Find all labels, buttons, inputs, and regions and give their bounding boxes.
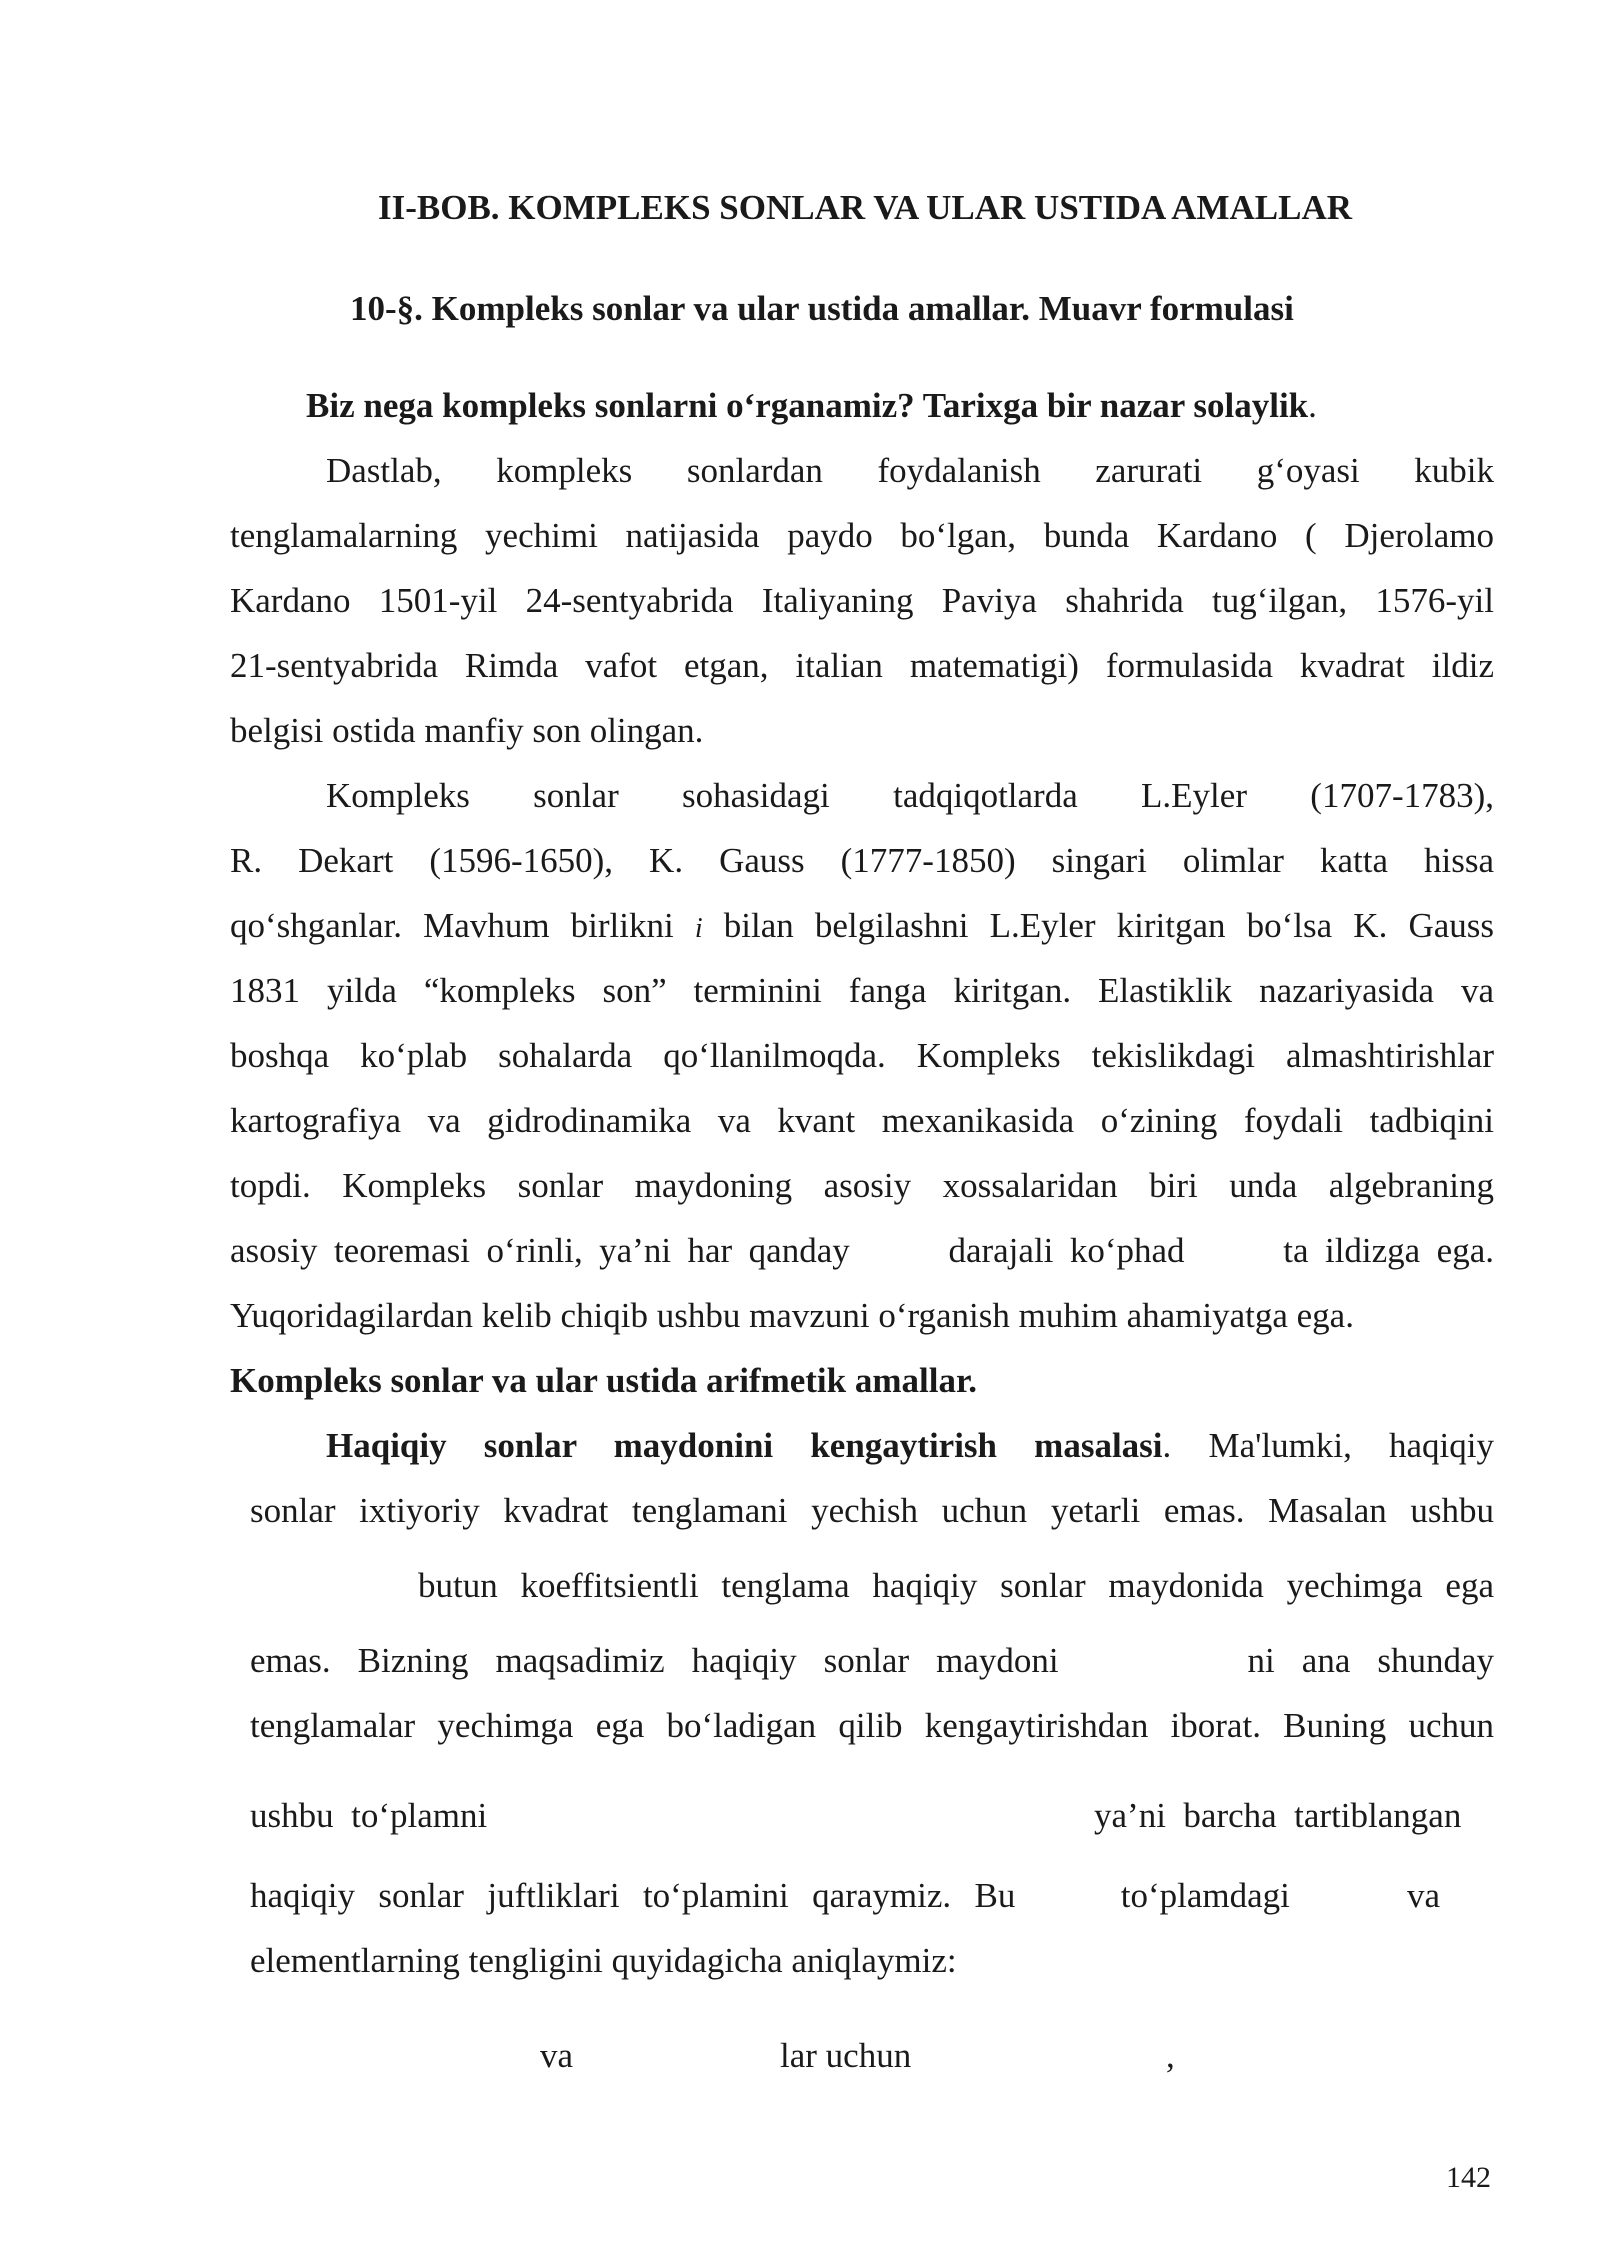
chapter-title: II-BOB. KOMPLEKS SONLAR VA ULAR USTIDA AMALLAR <box>378 188 1353 227</box>
paragraph1-line: belgisi ostida manfiy son olingan. <box>230 711 704 750</box>
paragraph2-line <box>230 904 1494 951</box>
paragraph3-line: ya’ni barcha tartiblangan <box>1094 1796 1462 1835</box>
paragraph3-line <box>326 1424 1494 1468</box>
paragraph1-line: Dastlab, kompleks sonlardan foydalanish zarurati g‘oyasi kubik <box>326 451 1494 490</box>
imaginary-unit-symbol: i <box>694 913 703 944</box>
paragraph2-line: Yuqoridagilardan kelib chiqib ushbu mavzuni o‘rganish muhim ahamiyatga ega. <box>230 1296 1354 1335</box>
section-title: 10-§. Kompleks sonlar va ular ustida amallar. Muavr formulasi <box>350 289 1294 328</box>
formula-va: va <box>540 2036 574 2075</box>
formula-comma: , <box>1166 2036 1175 2075</box>
paragraph2-line: R. Dekart (1596-1650), K. Gauss (1777-1850) singari olimlar katta hissa <box>230 841 1494 880</box>
paragraph2-line: boshqa ko‘plab sohalarda qo‘llanilmoqda. Kompleks tekislikdagi almashtirishlar <box>230 1036 1494 1075</box>
formula-lar-uchun: lar uchun <box>780 2036 912 2075</box>
paragraph3-line: sonlar ixtiyoriy kvadrat tenglamani yechish uchun yetarli emas. Masalan ushbu <box>250 1491 1494 1530</box>
paragraph3-bold-lead: Haqiqiy sonlar maydonini kengaytirish masalasi <box>326 1426 1163 1465</box>
paragraph3-line: butun koeffitsientli tenglama haqiqiy sonlar maydonida yechimga ega <box>418 1566 1494 1605</box>
paragraph3-line: haqiqiy sonlar juftliklari to‘plamini qaraymiz. Bu to‘plamdagi va <box>250 1876 1440 1915</box>
paragraph1-line: Kardano 1501-yil 24-sentyabrida Italiyaning Paviya shahrida tug‘ilgan, 1576-yil <box>230 581 1494 620</box>
paragraph2-line: 1831 yilda “kompleks son” terminini fanga kiritgan. Elastiklik nazariyasida va <box>230 971 1494 1010</box>
paragraph2-line: kartografiya va gidrodinamika va kvant mexanikasida o‘zining foydali tadbiqini <box>230 1101 1494 1140</box>
paragraph2-line: topdi. Kompleks sonlar maydoning asosiy xossalaridan biri unda algebraning <box>230 1166 1494 1205</box>
paragraph3-line: emas. Bizning maqsadimiz haqiqiy sonlar maydoni ni ana shunday <box>250 1641 1494 1680</box>
paragraph1-line: tenglamalarning yechimi natijasida paydo bo‘lgan, bunda Kardano ( Djerolamo <box>230 516 1494 555</box>
paragraph2-line: Kompleks sonlar sohasidagi tadqiqotlarda L.Eyler (1707-1783), <box>326 776 1494 815</box>
subtitle-tail: . <box>1308 386 1317 425</box>
paragraph2-line: asosiy teoremasi o‘rinli, ya’ni har qanday darajali ko‘phad ta ildizga ega. <box>230 1231 1494 1270</box>
paragraph1-line: 21-sentyabrida Rimda vafot etgan, italian matematigi) formulasida kvadrat ildiz <box>230 646 1494 685</box>
paragraph3-lead-tail: . Ma'lumki, haqiqiy <box>1162 1426 1494 1465</box>
paragraph2-text: qo‘shganlar. Mavhum birlikni <box>230 906 695 945</box>
page-number: 142 <box>1446 2161 1491 2194</box>
subtitle <box>306 384 1317 428</box>
subtitle-bold: Biz nega kompleks sonlarni o‘rganamiz? Tarixga bir nazar solaylik <box>306 386 1309 425</box>
paragraph2-text: bilan belgilashni L.Eyler kiritgan bo‘lsa K. Gauss <box>702 906 1494 945</box>
subsection-heading: Kompleks sonlar va ular ustida arifmetik amallar. <box>230 1361 978 1400</box>
paragraph3-line: tenglamalar yechimga ega bo‘ladigan qilib kengaytirishdan iborat. Buning uchun <box>250 1706 1494 1745</box>
paragraph3-line: ushbu to‘plamni <box>250 1796 488 1835</box>
paragraph3-line: elementlarning tengligini quyidagicha aniqlaymiz: <box>250 1941 957 1980</box>
